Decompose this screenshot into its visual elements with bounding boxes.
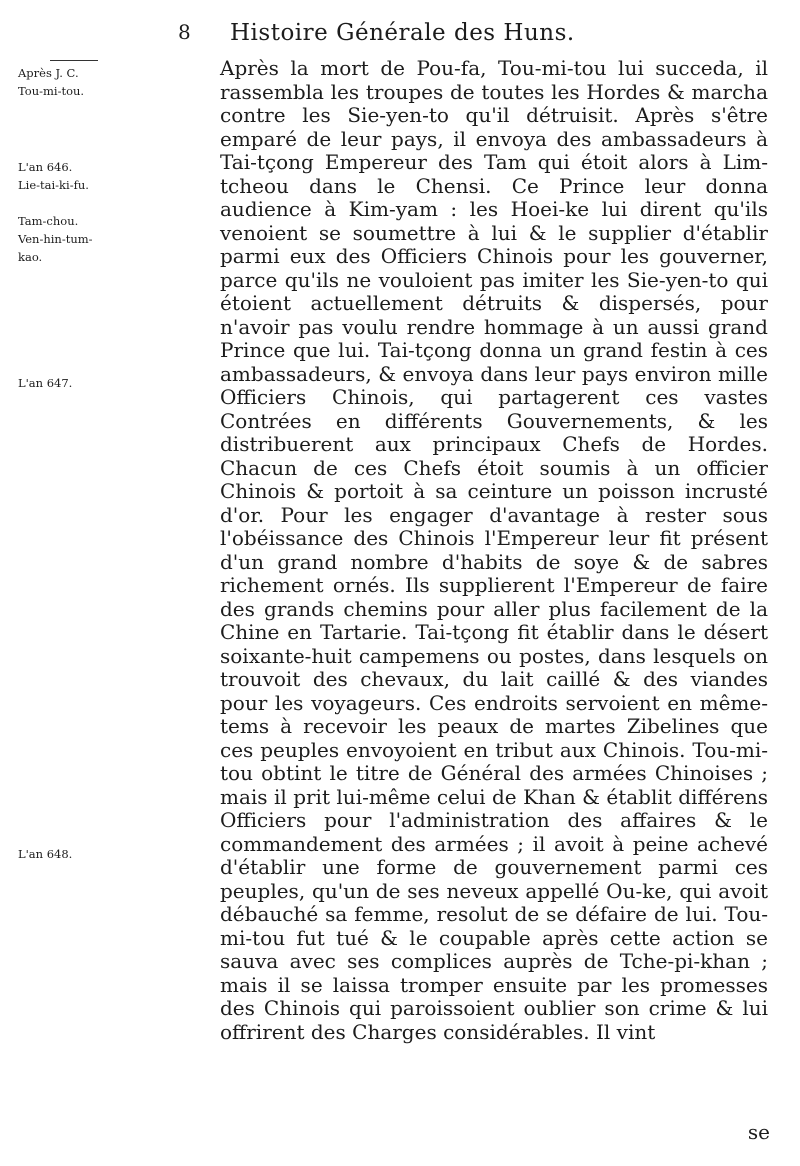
margin-note-year-648: L'an 648. xyxy=(18,847,73,861)
margin-rule xyxy=(50,60,98,61)
margin-note-source-3: Ven-hin-tum-kao. xyxy=(18,232,93,264)
margin-note-era: Après J. C. Tou-mi-tou. xyxy=(18,66,85,98)
body-text xyxy=(220,57,768,1044)
running-head xyxy=(178,20,575,46)
body-paragraph: Après la mort de Pou-fa, Tou-mi-tou lui succeda, il rassembla les troupes de toutes les Hordes & marcha contre les Sie-yen-to qu'il détruisit. Après s'être emparé de leur pays, il envoya des ambassadeurs à Tai-tçong Empereur des Tam qui étoit alors à Lim-tcheou dans le Chensi. Ce Prince leur donna audience à Kim-yam : les Hoei-ke lui dirent qu'ils venoient se soumettre à lui & le supplier d'établir parmi eux des Officiers Chinois pour les gouverner, parce qu'ils ne vouloient pas imiter les Sie-yen-to qui étoient actuellement détruits & dispersés, pour n'avoir pas voulu rendre hommage à un aussi grand Prince que lui. Tai-tçong donna un grand festin à ces ambassadeurs, & envoya dans leur pays environ mille Officiers Chinois, qui partagerent ces vastes Contrées en différents Gouvernements, & les distribuerent aux principaux Chefs de Hordes. Chacun de ces Chefs étoit soumis à un officier Chinois & portoit à sa ceinture un poisson incrusté d'or. Pour les engager d'avantage à rester sous l'obéissance des Chinois l'Empereur leur fit présent d'un grand nombre d'habits de soye & de sabres richement ornés. Ils supplierent l'Empereur de faire des grands chemins pour aller plus facilement de la Chine en Tartarie. Tai-tçong fit établir dans le désert soixante-huit campemens ou postes, dans lesquels on trouvoit des chevaux, du lait caillé & des viandes pour les voyageurs. Ces endroits servoient en même-tems à recevoir les peaux de martes Zibelines que ces peuples envoyoient en tribut aux Chinois. Tou-mi-tou obtint le titre de Général des armées Chinoises ; mais il prit lui-même celui de Khan & établit différens Officiers pour l'administration des affaires & le commandement des armées ; il avoit à peine achevé d'établir une forme de gouvernement parmi ces peuples, qu'un de ses neveux appellé Ou-ke, qui avoit débauché sa femme, resolut de se défaire de lui. Tou-mi-tou fut tué & le coupable après cette action se sauva avec ses complices auprès de Tche-pi-khan ; mais il se laissa tromper ensuite par les promesses des Chinois qui paroissoient oublier son crime & lui offrirent des Charges considérables. Il vint xyxy=(220,56,768,1044)
margin-note-source-1: Lie-tai-ki-fu. xyxy=(18,178,89,192)
page-number: 8 xyxy=(178,20,192,44)
margin-note-year-647: L'an 647. xyxy=(18,376,73,390)
running-title: Histoire Générale des Huns. xyxy=(230,20,575,46)
catchword: se xyxy=(747,1120,770,1144)
margin-note-source-2: Tam-chou. xyxy=(18,214,79,228)
margin-note-year-646: L'an 646. xyxy=(18,160,73,174)
